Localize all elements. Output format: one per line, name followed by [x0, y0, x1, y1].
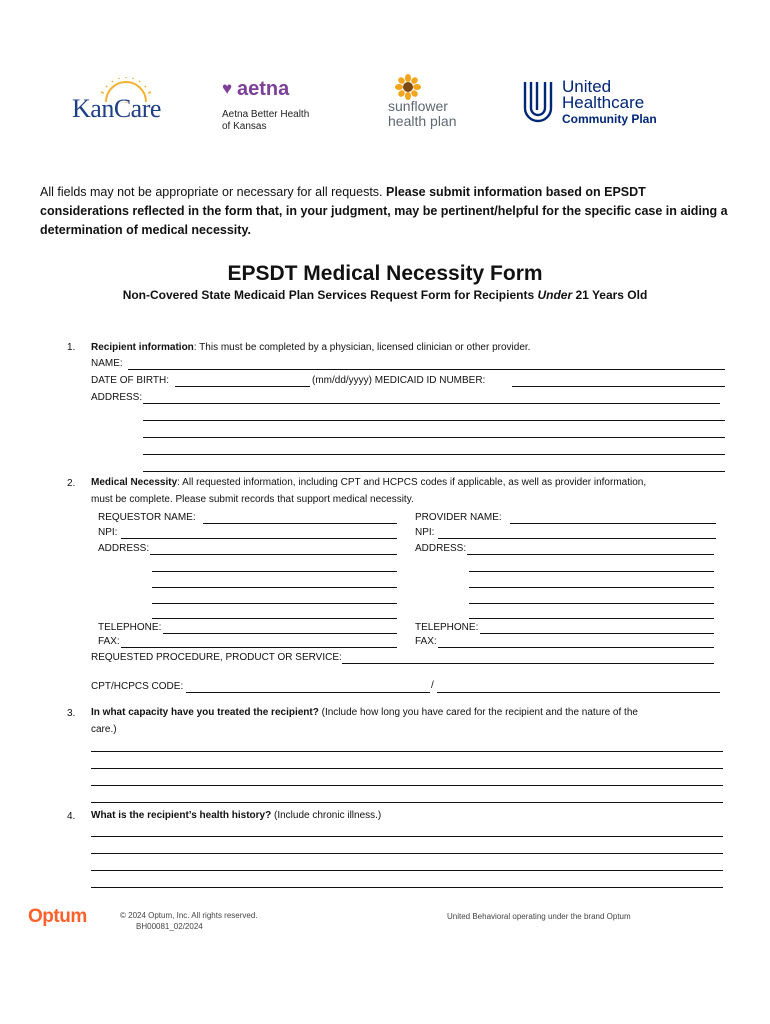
- form-title: EPSDT Medical Necessity Form: [227, 262, 543, 285]
- requestor-telephone-field[interactable]: [163, 633, 397, 634]
- section-2-number: 2.: [67, 478, 76, 489]
- provider-npi-label: NPI:: [415, 527, 435, 538]
- uhc-logo: [522, 78, 672, 130]
- aetna-subtitle: Aetna Better Health: [222, 109, 310, 120]
- uhc-wordmark-2: Healthcare: [562, 93, 645, 112]
- dob-field[interactable]: [175, 386, 310, 387]
- section-2-description: : All requested information, including CPT and HCPCS codes if applicable, as well as provider information,: [177, 477, 647, 488]
- section-4-heading: [91, 808, 381, 824]
- requestor-address-field[interactable]: [150, 554, 397, 555]
- subtitle-text: Non-Covered State Medicaid Plan Services Request Form for Recipients: [122, 288, 538, 302]
- requestor-npi-label: NPI:: [98, 527, 118, 538]
- section-4-description: (Include chronic illness.): [271, 810, 382, 821]
- procedure-field[interactable]: [342, 663, 714, 664]
- section-3-number: 3.: [67, 708, 76, 719]
- recipient-name-field[interactable]: [128, 369, 725, 370]
- section-4-title: What is the recipient’s health history?: [91, 810, 272, 821]
- section-3-description: (Include how long you have cared for the recipient and the nature of the: [318, 707, 638, 718]
- section-1-number: 1.: [67, 342, 76, 353]
- kancare-wordmark: KanCare: [72, 94, 161, 123]
- medicaid-id-field[interactable]: [512, 386, 725, 387]
- section-2-description-line2: must be complete. Please submit records that support medical necessity.: [91, 494, 414, 505]
- requestor-address-line-5[interactable]: [152, 618, 397, 619]
- intro-paragraph: [40, 183, 730, 240]
- section-2-title: Medical Necessity: [91, 477, 178, 488]
- sunflower-logo: [388, 74, 478, 132]
- section-2-heading: [91, 475, 731, 491]
- provider-name-label: PROVIDER NAME:: [415, 512, 502, 523]
- uhc-community-plan: Community Plan: [562, 112, 657, 126]
- provider-telephone-field[interactable]: [480, 633, 714, 634]
- requestor-fax-field[interactable]: [121, 647, 397, 648]
- hcpcs-code-field[interactable]: [437, 692, 720, 693]
- recipient-address-line-4[interactable]: [143, 454, 725, 455]
- provider-name-field[interactable]: [510, 523, 716, 524]
- copyright-text: [120, 910, 258, 932]
- recipient-address-label: ADDRESS:: [91, 392, 143, 403]
- subtitle-text-end: 21 Years Old: [572, 288, 648, 302]
- provider-address-line-4[interactable]: [469, 603, 714, 604]
- form-subtitle: [0, 288, 770, 302]
- provider-address-line-3[interactable]: [469, 587, 714, 588]
- aetna-logo: [222, 78, 342, 138]
- provider-address-label: ADDRESS:: [415, 543, 467, 554]
- recipient-address-line-3[interactable]: [143, 437, 725, 438]
- requestor-name-label: REQUESTOR NAME:: [98, 512, 196, 523]
- recipient-address-line-5[interactable]: [143, 471, 725, 472]
- treatment-capacity-line-3[interactable]: [91, 785, 723, 786]
- treatment-capacity-line-4[interactable]: [91, 802, 723, 803]
- operating-brand-text: United Behavioral operating under the brand Optum: [447, 912, 631, 921]
- requestor-name-field[interactable]: [203, 523, 397, 524]
- provider-address-line-5[interactable]: [469, 618, 714, 619]
- requestor-npi-field[interactable]: [121, 538, 397, 539]
- recipient-address-field[interactable]: [143, 403, 720, 404]
- provider-fax-label: FAX:: [415, 636, 437, 647]
- subtitle-emphasis: Under: [537, 288, 573, 302]
- section-3-heading: [91, 705, 731, 721]
- health-history-line-2[interactable]: [91, 853, 723, 854]
- recipient-name-label: NAME:: [91, 358, 123, 369]
- provider-address-line-2[interactable]: [469, 571, 714, 572]
- medicaid-id-label: (mm/dd/yyyy) MEDICAID ID NUMBER:: [312, 375, 486, 386]
- health-plan-wordmark: health plan: [388, 113, 457, 129]
- dob-label: DATE OF BIRTH:: [91, 375, 169, 386]
- requestor-fax-label: FAX:: [98, 636, 120, 647]
- provider-npi-field[interactable]: [438, 538, 716, 539]
- treatment-capacity-line-1[interactable]: [91, 751, 723, 752]
- requestor-address-label: ADDRESS:: [98, 543, 150, 554]
- treatment-capacity-line-2[interactable]: [91, 768, 723, 769]
- uhc-wordmark-1: United: [562, 77, 612, 96]
- optum-logo: Optum: [28, 906, 87, 927]
- health-history-line-3[interactable]: [91, 870, 723, 871]
- recipient-address-line-2[interactable]: [143, 420, 725, 421]
- health-history-line-1[interactable]: [91, 836, 723, 837]
- sunflower-icon: [395, 74, 421, 100]
- intro-plain-text: All fields may not be appropriate or necessary for all requests.: [40, 185, 387, 199]
- requestor-telephone-label: TELEPHONE:: [98, 622, 162, 633]
- intro-bold-text: Please submit information based on EPSDT considerations reflected in the form that, in your judgment, may be pertinent/helpful for the specific case in aiding a determination of medical necessity.: [40, 185, 728, 237]
- section-1-heading: [91, 340, 530, 356]
- provider-address-field[interactable]: [467, 554, 714, 555]
- section-3-description-line2: care.): [91, 724, 117, 735]
- procedure-label: REQUESTED PROCEDURE, PRODUCT OR SERVICE:: [91, 652, 342, 663]
- health-history-line-4[interactable]: [91, 887, 723, 888]
- cpt-separator: /: [431, 680, 434, 691]
- cpt-code-label: CPT/HCPCS CODE:: [91, 681, 184, 692]
- uhc-u-icon: [522, 78, 554, 128]
- section-1-description: : This must be completed by a physician, licensed clinician or other provider.: [193, 342, 531, 353]
- provider-fax-field[interactable]: [438, 647, 714, 648]
- cpt-code-field[interactable]: [186, 692, 430, 693]
- section-1-title: Recipient information: [91, 342, 194, 353]
- heart-icon: ♥: [222, 79, 233, 98]
- kancare-logo: [70, 72, 175, 128]
- section-4-number: 4.: [67, 811, 76, 822]
- aetna-wordmark: aetna: [237, 78, 290, 100]
- section-3-title: In what capacity have you treated the recipient?: [91, 707, 319, 718]
- form-code: BH00081_02/2024: [136, 922, 203, 931]
- requestor-address-line-4[interactable]: [152, 603, 397, 604]
- requestor-address-line-3[interactable]: [152, 587, 397, 588]
- sunflower-wordmark: sunflower: [388, 98, 448, 114]
- provider-telephone-label: TELEPHONE:: [415, 622, 479, 633]
- copyright-line: © 2024 Optum, Inc. All rights reserved.: [120, 911, 258, 920]
- aetna-subtitle-line2: of Kansas: [222, 121, 267, 132]
- requestor-address-line-2[interactable]: [152, 571, 397, 572]
